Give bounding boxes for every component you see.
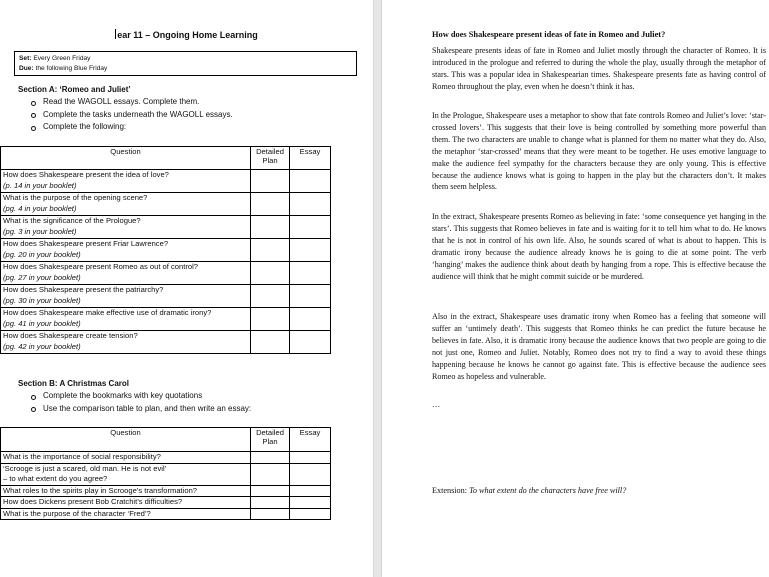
section-a-heading: Section A: ‘Romeo and Juliet’: [18, 85, 131, 94]
essay-cell[interactable]: [290, 497, 331, 509]
plan-cell[interactable]: [251, 497, 290, 509]
question-cell: How does Shakespeare present the idea of love? (p. 14 in your booklet): [1, 170, 251, 193]
table-row: [1, 308, 331, 331]
header-question: Question: [1, 428, 251, 452]
plan-cell[interactable]: [251, 308, 290, 331]
question-cell: How does Dickens present Bob Cratchit’s difficulties?: [1, 497, 251, 509]
table-row: [1, 193, 331, 216]
table-row: [1, 262, 331, 285]
plan-cell[interactable]: [251, 463, 290, 485]
question-cell: What roles to the spirits play in Scrooge’s transformation?: [1, 485, 251, 497]
table-row: [1, 285, 331, 308]
question-cell: What is the significance of the Prologue? (pg. 3 in your booklet): [1, 216, 251, 239]
header-detailed-plan: Detailed Plan: [251, 147, 290, 170]
section-b-bullets: [30, 390, 251, 415]
table-row: [1, 497, 331, 509]
essay-cell[interactable]: [290, 463, 331, 485]
bullet-item: Read the WAGOLL essays. Complete them.: [30, 96, 233, 109]
table-row: [1, 463, 331, 485]
essay-cell[interactable]: [290, 452, 331, 464]
question-cell: How does Shakespeare present Romeo as out of control? (pg. 27 in your booklet): [1, 262, 251, 285]
essay-paragraph-1: Shakespeare presents ideas of fate in Romeo and Juliet mostly through the character of Romeo. It is introduced in the prologue and referred to during the whole the play, usually through the metaphor of stars. This was a popular idea in Shakespearian times. Shakespeare presents fate as having control of Romeo throughout the play, even when he doesn’t think it has.: [432, 46, 766, 91]
set-due-box: [14, 51, 357, 76]
table-row: [1, 508, 331, 520]
table-row: [1, 331, 331, 354]
essay-cell[interactable]: [290, 331, 331, 354]
table-row: [1, 216, 331, 239]
bullet-item: Complete the following:: [30, 121, 233, 134]
christmas-carol-question-table: [0, 427, 331, 520]
bullet-item: Complete the bookmarks with key quotations: [30, 390, 251, 403]
essay-cell[interactable]: [290, 170, 331, 193]
plan-cell[interactable]: [251, 452, 290, 464]
page-title: ear 11 – Ongoing Home Learning: [117, 30, 258, 40]
essay-cell[interactable]: [290, 239, 331, 262]
table-header-row: [1, 428, 331, 452]
plan-cell[interactable]: [251, 193, 290, 216]
question-cell: ‘Scrooge is just a scared, old man. He is not evil’ – to what extent do you agree?: [1, 463, 251, 485]
romeo-juliet-question-table: [0, 146, 331, 354]
question-cell: What is the importance of social responsibility?: [1, 452, 251, 464]
essay-paragraph-2: In the Prologue, Shakespeare uses a metaphor to show that fate controls Romeo and Juliet’s love: ‘star-crossed lovers’. This suggests that their love is being controlled by something more powerful than them. The two characters are unable to change what is planned for them no matter what they do. Also, the metaphor ‘star-crossed’ means that they were meant to be together. He uses emotive language to make the audience feel sympathy for the characters because they are only young. This is effective because the audience knows what is going to happen in the play but the characters don’t. It makes them seem helpless.: [432, 111, 766, 192]
question-cell: How does Shakespeare present the patriarchy? (pg. 30 in your booklet): [1, 285, 251, 308]
plan-cell[interactable]: [251, 331, 290, 354]
bullet-item: Use the comparison table to plan, and then write an essay:: [30, 403, 251, 416]
question-cell: How does Shakespeare make effective use of dramatic irony? (pg. 41 in your booklet): [1, 308, 251, 331]
extension-task: Extension: To what extent do the characters have free will?: [432, 486, 627, 495]
plan-cell[interactable]: [251, 239, 290, 262]
table-row: [1, 485, 331, 497]
table-header-row: [1, 147, 331, 170]
question-cell: What is the purpose of the opening scene? (pg. 4 in your booklet): [1, 193, 251, 216]
section-a-bullets: [30, 96, 233, 134]
header-detailed-plan: Detailed Plan: [251, 428, 290, 452]
table-row: [1, 239, 331, 262]
set-line: Set: Every Green Friday: [19, 55, 91, 62]
plan-cell[interactable]: [251, 216, 290, 239]
essay-cell[interactable]: [290, 485, 331, 497]
question-cell: How does Shakespeare present Friar Lawrence? (pg. 20 in your booklet): [1, 239, 251, 262]
table-row: [1, 170, 331, 193]
section-b-heading: Section B: A Christmas Carol: [18, 379, 129, 388]
plan-cell[interactable]: [251, 170, 290, 193]
essay-paragraph-3: In the extract, Shakespeare presents Romeo as believing in fate: ‘some consequence yet hanging in the stars’. This suggests that Romeo believes in fate and is waiting for it to tell him what to do. He knows that he is not in control of his own life. Also, he sounds scared of what is about to happen. This is dramatic irony because the audience already knows he is going to die at some point. The verb ‘hanging’ makes the audience think about death by hanging from a rope. This is effective because the audience will think that he might commit suicide or be murdered.: [432, 212, 766, 281]
bullet-item: Complete the tasks underneath the WAGOLL essays.: [30, 109, 233, 122]
essay-paragraph-4: Also in the extract, Shakespeare uses dramatic irony when Romeo has a feeling that someone will suffer an ‘untimely death’. This suggests that Romeo thinks he can predict the future because he believes in fate. Also, it is dramatic irony because the audience knows that two people are going to die not just one, Romeo and Juliet. Notably, Romeo does not try to find a way to avoid these things happening because he knows he cannot go against fate. This is effective because the audience sees Romeo as hopeless and vulnerable.: [432, 312, 766, 381]
header-essay: Essay: [290, 428, 331, 452]
essay-cell[interactable]: [290, 193, 331, 216]
document-page-left: [0, 0, 373, 577]
essay-cell[interactable]: [290, 285, 331, 308]
header-question: Question: [1, 147, 251, 170]
essay-heading: How does Shakespeare present ideas of fate in Romeo and Juliet?: [432, 30, 666, 39]
plan-cell[interactable]: [251, 508, 290, 520]
table-row: [1, 452, 331, 464]
ellipsis: …: [432, 400, 441, 409]
essay-cell[interactable]: [290, 308, 331, 331]
plan-cell[interactable]: [251, 262, 290, 285]
plan-cell[interactable]: [251, 485, 290, 497]
question-cell: What is the purpose of the character ‘Fred’?: [1, 508, 251, 520]
question-cell: How does Shakespeare create tension? (pg. 42 in your booklet): [1, 331, 251, 354]
header-essay: Essay: [290, 147, 331, 170]
due-line: Due: the following Blue Friday: [19, 65, 108, 72]
essay-cell[interactable]: [290, 262, 331, 285]
essay-cell[interactable]: [290, 216, 331, 239]
plan-cell[interactable]: [251, 285, 290, 308]
essay-cell[interactable]: [290, 508, 331, 520]
